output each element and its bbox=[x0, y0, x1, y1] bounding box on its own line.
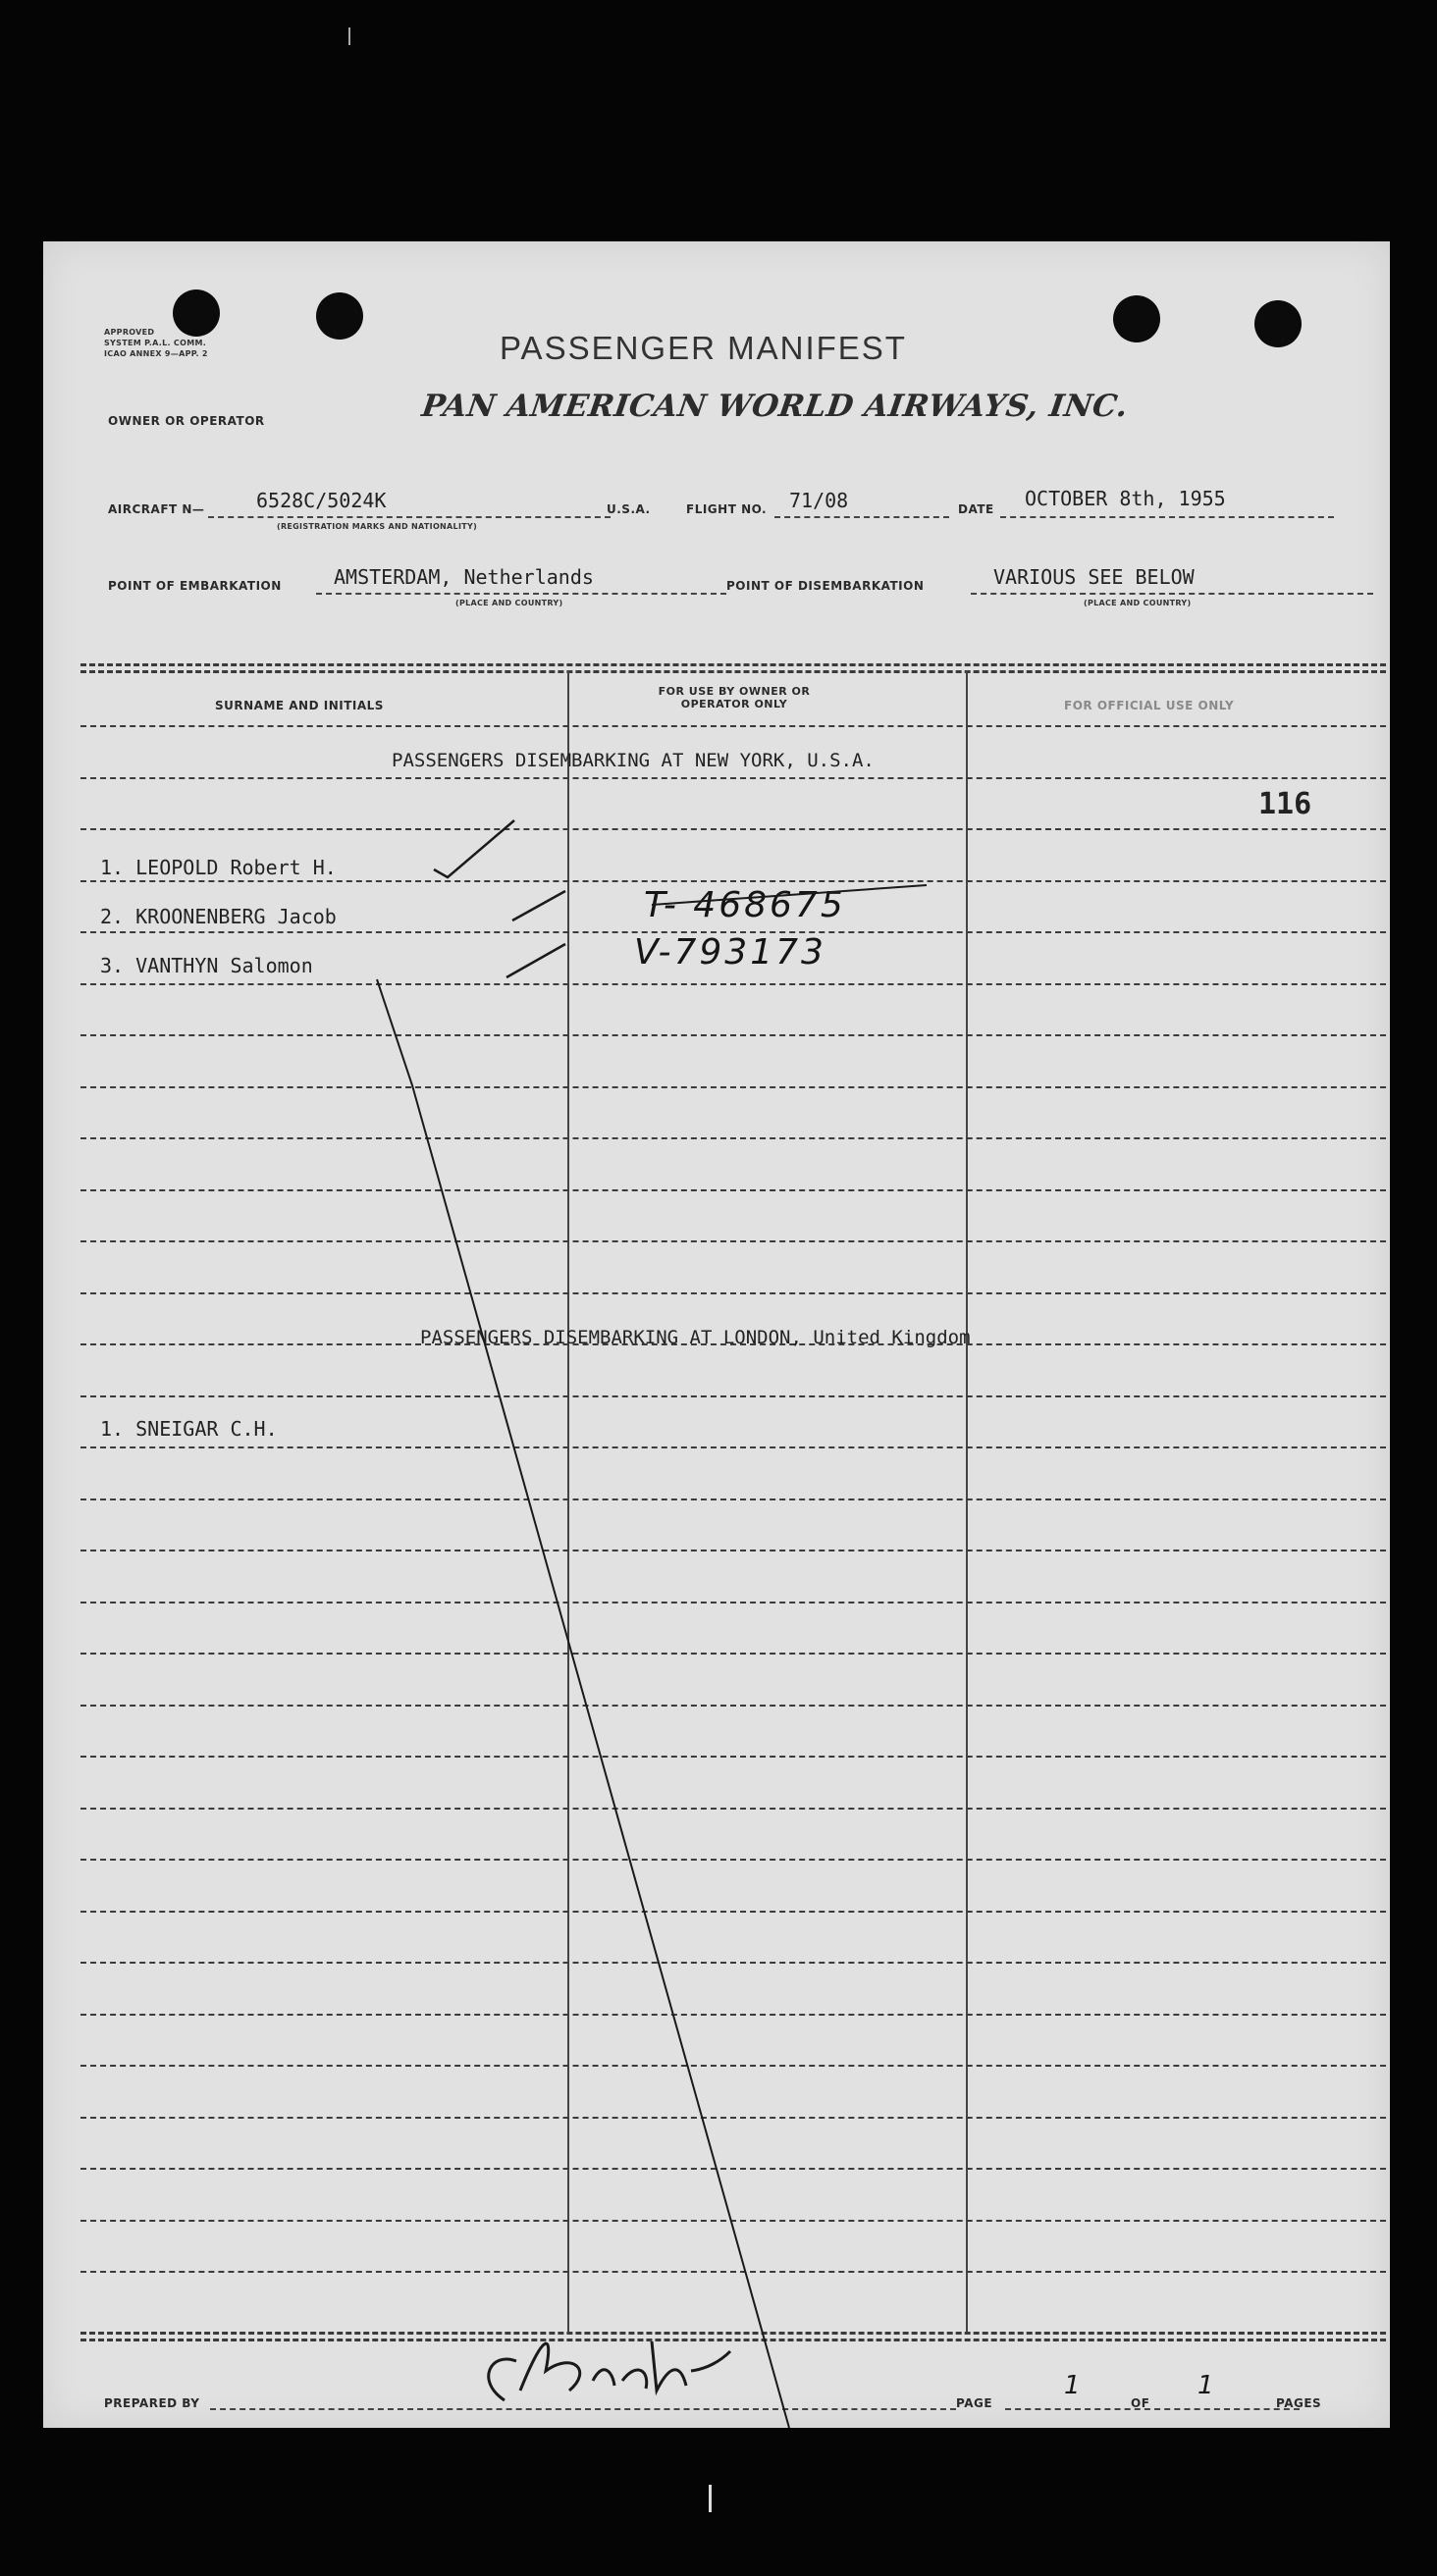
passenger-name: 3. VANTHYN Salomon bbox=[100, 954, 313, 977]
check-mark bbox=[506, 944, 565, 977]
film-mark bbox=[709, 2485, 712, 2512]
embarkation-label: POINT OF EMBARKATION bbox=[108, 579, 282, 593]
approval-line: APPROVED bbox=[104, 328, 155, 337]
page-label: PAGE bbox=[956, 2396, 993, 2410]
column-header-official: FOR OFFICIAL USE ONLY bbox=[1064, 699, 1235, 712]
approval-line: SYSTEM P.A.L. COMM. bbox=[104, 339, 207, 347]
approval-line: ICAO ANNEX 9—APP. 2 bbox=[104, 349, 208, 358]
passenger-name: 2. KROONENBERG Jacob bbox=[100, 905, 337, 928]
of-label: OF bbox=[1131, 2396, 1150, 2410]
form-title: PASSENGER MANIFEST bbox=[500, 330, 907, 366]
registration-caption: (REGISTRATION MARKS AND NATIONALITY) bbox=[277, 522, 478, 531]
date-label: DATE bbox=[958, 502, 994, 516]
column-header-owner-text: FOR USE BY OWNER OR OPERATOR ONLY bbox=[658, 685, 811, 710]
check-mark bbox=[512, 891, 565, 920]
flight-label: FLIGHT NO. bbox=[686, 502, 768, 516]
flight-value: 71/08 bbox=[789, 489, 849, 512]
date-value: OCTOBER 8th, 1955 bbox=[1025, 487, 1226, 510]
passenger-name: 1. LEOPOLD Robert H. bbox=[100, 856, 337, 879]
aircraft-label: AIRCRAFT N— bbox=[108, 502, 205, 516]
stamp-number: 116 bbox=[1258, 787, 1312, 821]
column-header-surname: SURNAME AND INITIALS bbox=[215, 699, 384, 712]
page-total: 1 bbox=[1198, 2371, 1217, 2400]
check-mark bbox=[434, 820, 514, 877]
section-heading-new-york: PASSENGERS DISEMBARKING AT NEW YORK, U.S.A. bbox=[392, 750, 875, 771]
manifest-page bbox=[43, 241, 1390, 2428]
handwritten-visa-number: T- 468675 bbox=[644, 885, 846, 925]
aircraft-value: 6528C/5024K bbox=[256, 489, 387, 512]
place-caption: (PLACE AND COUNTRY) bbox=[1084, 599, 1192, 607]
film-mark bbox=[348, 27, 350, 45]
handwriting-underline bbox=[652, 885, 927, 905]
place-caption: (PLACE AND COUNTRY) bbox=[455, 599, 563, 607]
disembarkation-value: VARIOUS SEE BELOW bbox=[993, 565, 1195, 589]
usa-label: U.S.A. bbox=[607, 502, 651, 516]
pages-label: PAGES bbox=[1276, 2396, 1322, 2410]
embarkation-value: AMSTERDAM, Netherlands bbox=[334, 565, 594, 589]
passenger-name: 1. SNEIGAR C.H. bbox=[100, 1417, 278, 1441]
section-heading-london: PASSENGERS DISEMBARKING AT LONDON, United Kingdom bbox=[420, 1327, 971, 1348]
diagonal-strike-line bbox=[377, 979, 789, 2428]
handwritten-visa-number: V-793173 bbox=[634, 932, 826, 973]
disembarkation-label: POINT OF DISEMBARKATION bbox=[726, 579, 925, 593]
owner-label: OWNER OR OPERATOR bbox=[108, 414, 265, 428]
operator-name: PAN AMERICAN WORLD AIRWAYS, INC. bbox=[419, 389, 1131, 424]
page-number: 1 bbox=[1064, 2371, 1084, 2400]
handwritten-marks bbox=[43, 241, 1390, 2428]
signature-mark bbox=[489, 2341, 730, 2400]
prepared-by-label: PREPARED BY bbox=[104, 2396, 200, 2410]
